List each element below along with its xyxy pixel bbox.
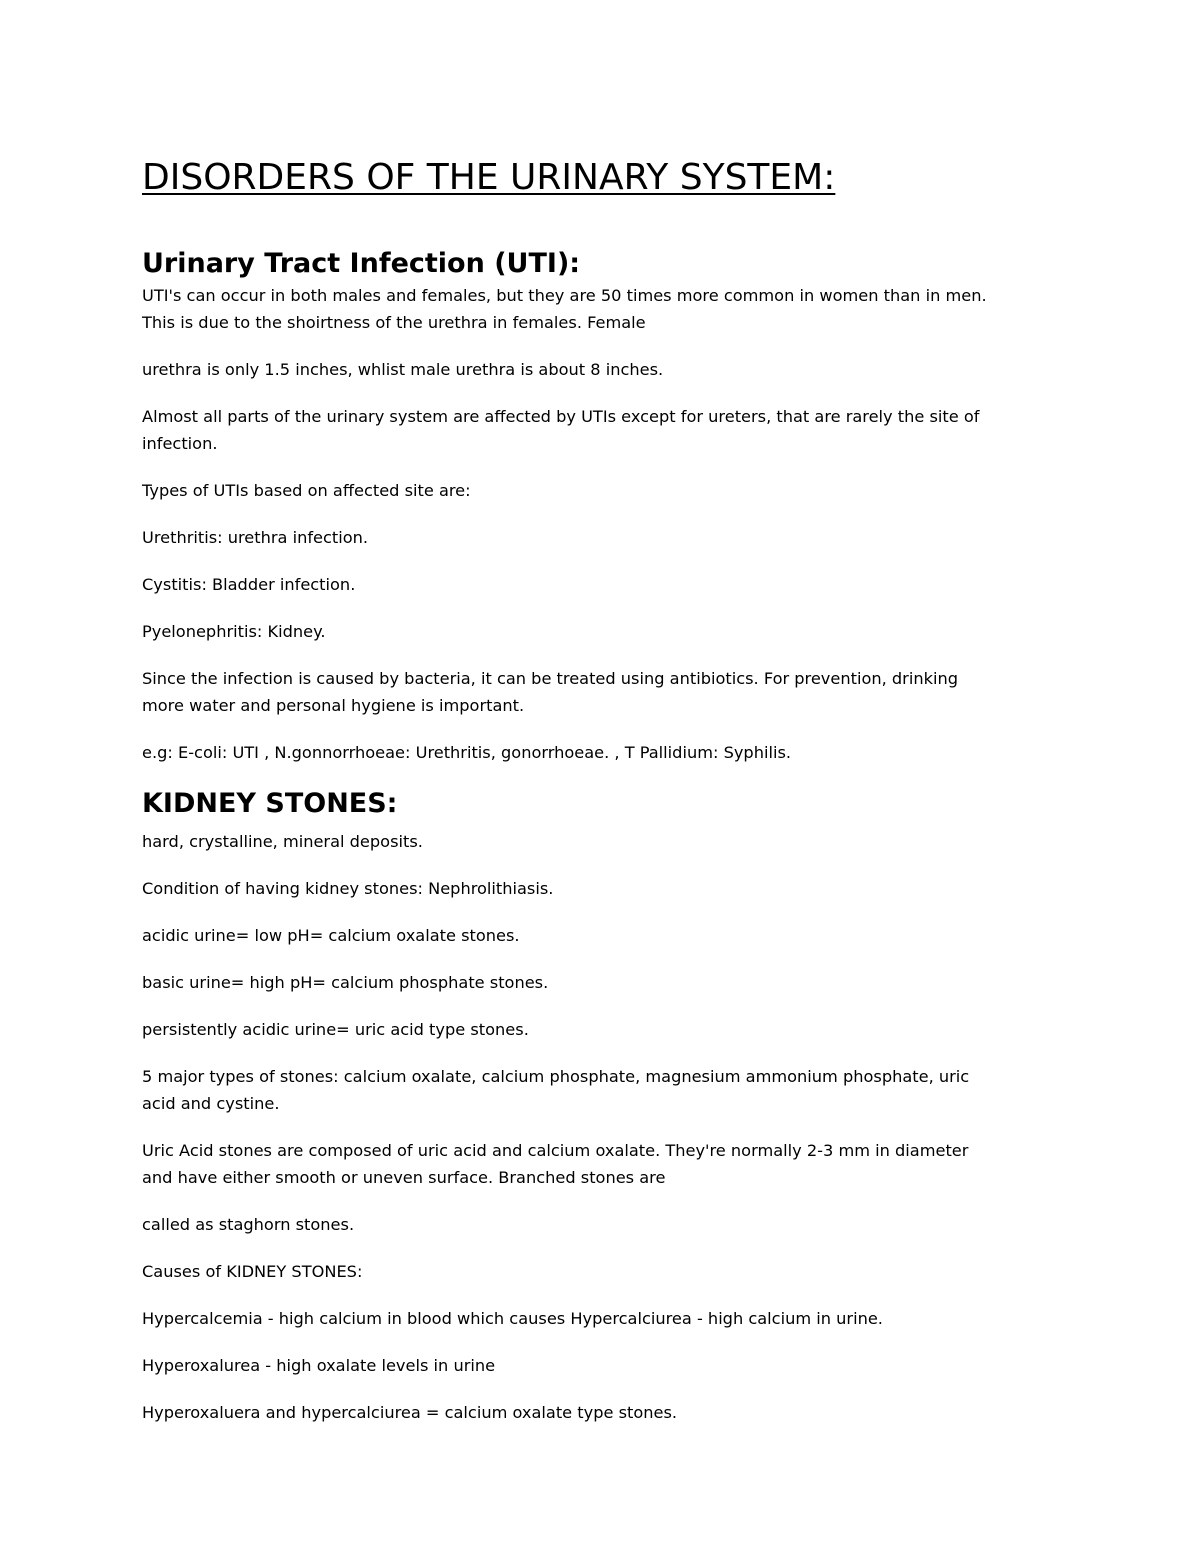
text-line: acid and cystine. xyxy=(142,1094,280,1113)
paragraph-treatment xyxy=(142,665,1062,719)
text-line: more water and personal hygiene is important. xyxy=(142,696,525,715)
paragraph-uric-acid xyxy=(142,1137,1062,1191)
text-line: Since the infection is caused by bacteria, it can be treated using antibiotics. For prevention, drinking xyxy=(142,669,958,688)
paragraph-condition: Condition of having kidney stones: Nephrolithiasis. xyxy=(142,879,554,898)
paragraph-persistent: persistently acidic urine= uric acid type stones. xyxy=(142,1020,529,1039)
paragraph-staghorn: called as staghorn stones. xyxy=(142,1215,355,1234)
paragraph-cystitis: Cystitis: Bladder infection. xyxy=(142,575,356,594)
document-page xyxy=(142,150,1062,1446)
paragraph-urethritis: Urethritis: urethra infection. xyxy=(142,528,369,547)
paragraph-hypercalcemia: Hypercalcemia - high calcium in blood which causes Hypercalciurea - high calcium in urine. xyxy=(142,1309,883,1328)
text-line: infection. xyxy=(142,434,218,453)
paragraph-combined: Hyperoxaluera and hypercalciurea = calcium oxalate type stones. xyxy=(142,1403,678,1422)
paragraph-examples: e.g: E-coli: UTI , N.gonnorrhoeae: Urethritis, gonorrhoeae. , T Pallidium: Syphilis. xyxy=(142,743,792,762)
text-line: 5 major types of stones: calcium oxalate, calcium phosphate, magnesium ammonium phosphate, uric xyxy=(142,1067,970,1086)
paragraph-hyperoxalurea: Hyperoxalurea - high oxalate levels in urine xyxy=(142,1356,496,1375)
heading-uti: Urinary Tract Infection (UTI): xyxy=(142,248,581,279)
text-line: Uric Acid stones are composed of uric acid and calcium oxalate. They're normally 2-3 mm in diameter xyxy=(142,1141,969,1160)
paragraph-stone-types xyxy=(142,1063,1062,1117)
paragraph-uti-intro xyxy=(142,282,1062,336)
heading-kidney-stones: KIDNEY STONES: xyxy=(142,788,398,819)
paragraph-definition: hard, crystalline, mineral deposits. xyxy=(142,832,423,851)
paragraph-pyelonephritis: Pyelonephritis: Kidney. xyxy=(142,622,326,641)
text-line: UTI's can occur in both males and females, but they are 50 times more common in women than in men. xyxy=(142,286,987,305)
paragraph-causes-intro: Causes of KIDNEY STONES: xyxy=(142,1262,363,1281)
paragraph-affected-parts xyxy=(142,403,1062,457)
text-line: Almost all parts of the urinary system are affected by UTIs except for ureters, that are rarely the site of xyxy=(142,407,980,426)
paragraph-urethra-length: urethra is only 1.5 inches, whlist male urethra is about 8 inches. xyxy=(142,360,664,379)
paragraph-basic: basic urine= high pH= calcium phosphate stones. xyxy=(142,973,549,992)
paragraph-acidic: acidic urine= low pH= calcium oxalate stones. xyxy=(142,926,520,945)
text-line: This is due to the shoirtness of the urethra in females. Female xyxy=(142,313,646,332)
document-title: DISORDERS OF THE URINARY SYSTEM: xyxy=(142,157,836,198)
text-line: and have either smooth or uneven surface. Branched stones are xyxy=(142,1168,666,1187)
paragraph-types-intro: Types of UTIs based on affected site are: xyxy=(142,481,471,500)
